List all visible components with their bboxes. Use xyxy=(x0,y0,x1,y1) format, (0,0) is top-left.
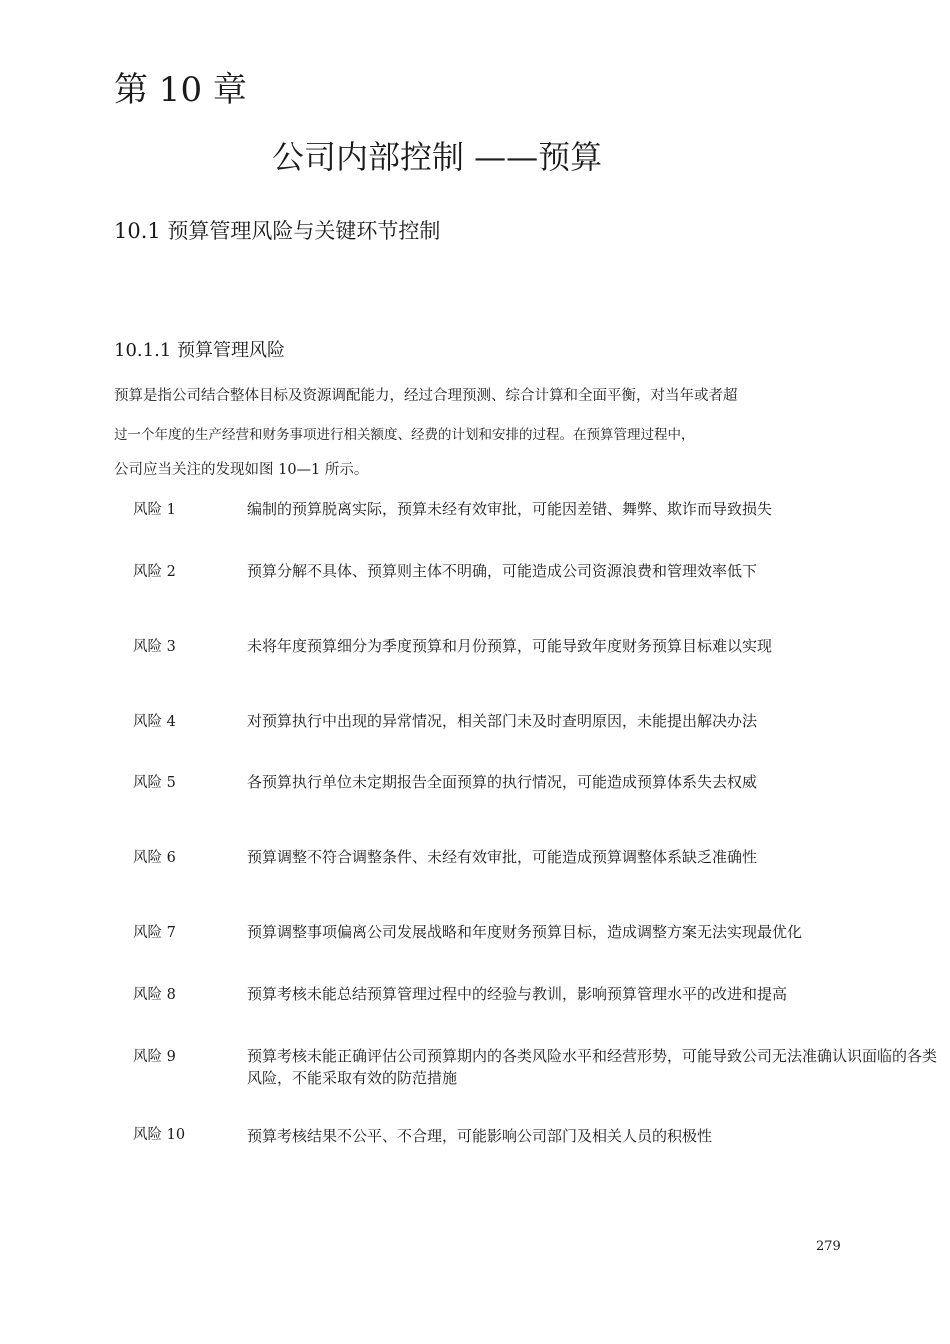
risk-description: 预算考核未能总结预算管理过程中的经验与教训，影响预算管理水平的改进和提高 xyxy=(247,985,788,1003)
intro-line-2: 过一个年度的生产经营和财务事项进行相关额度、经费的计划和安排的过程。在预算管理过程中， xyxy=(114,427,695,443)
risk-label: 风险 8 xyxy=(133,987,176,1003)
risk-description: 预算分解不具体、预算则主体不明确，可能造成公司资源浪费和管理效率低下 xyxy=(247,562,758,580)
risk-description: 各预算执行单位未定期报告全面预算的执行情况，可能造成预算体系失去权威 xyxy=(247,773,758,791)
subsection-title: 10.1.1 预算管理风险 xyxy=(114,340,285,361)
risk-description: 预算调整不符合调整条件、未经有效审批，可能造成预算调整体系缺乏准确性 xyxy=(247,848,758,866)
chapter-title: 公司内部控制 ——预算 xyxy=(272,138,603,176)
risk-label: 风险 2 xyxy=(133,564,176,580)
risk-description: 预算调整事项偏离公司发展战略和年度财务预算目标，造成调整方案无法实现最优化 xyxy=(247,923,803,941)
page-number: 279 xyxy=(816,1239,841,1254)
risk-label: 风险 5 xyxy=(133,775,176,791)
risk-description: 未将年度预算细分为季度预算和月份预算，可能导致年度财务预算目标难以实现 xyxy=(247,637,773,655)
risk-label: 风险 10 xyxy=(133,1127,186,1143)
risk-description: 编制的预算脱离实际，预算未经有效审批，可能因差错、舞弊、欺诈而导致损失 xyxy=(247,500,773,518)
risk-label: 风险 3 xyxy=(133,639,176,655)
risk-description: 对预算执行中出现的异常情况，相关部门未及时查明原因，未能提出解决办法 xyxy=(247,712,758,730)
risk-label: 风险 7 xyxy=(133,925,176,941)
intro-line-3: 公司应当关注的发现如图 10—1 所示。 xyxy=(114,462,369,478)
risk-description: 预算考核结果不公平、不合理，可能影响公司部门及相关人员的积极性 xyxy=(247,1127,713,1145)
risk-description: 预算考核未能正确评估公司预算期内的各类风险水平和经营形势，可能导致公司无法准确认识面临的各类风险，不能采取有效的防范措施 xyxy=(247,1047,938,1087)
risk-label: 风险 6 xyxy=(133,850,176,866)
risk-label: 风险 4 xyxy=(133,714,176,730)
risk-label: 风险 1 xyxy=(133,502,176,518)
section-title: 10.1 预算管理风险与关键环节控制 xyxy=(114,219,441,243)
chapter-label: 第 10 章 xyxy=(114,70,247,110)
intro-line-1: 预算是指公司结合整体目标及资源调配能力，经过合理预测、综合计算和全面平衡，对当年或者超 xyxy=(114,388,738,404)
risk-label: 风险 9 xyxy=(133,1049,176,1065)
